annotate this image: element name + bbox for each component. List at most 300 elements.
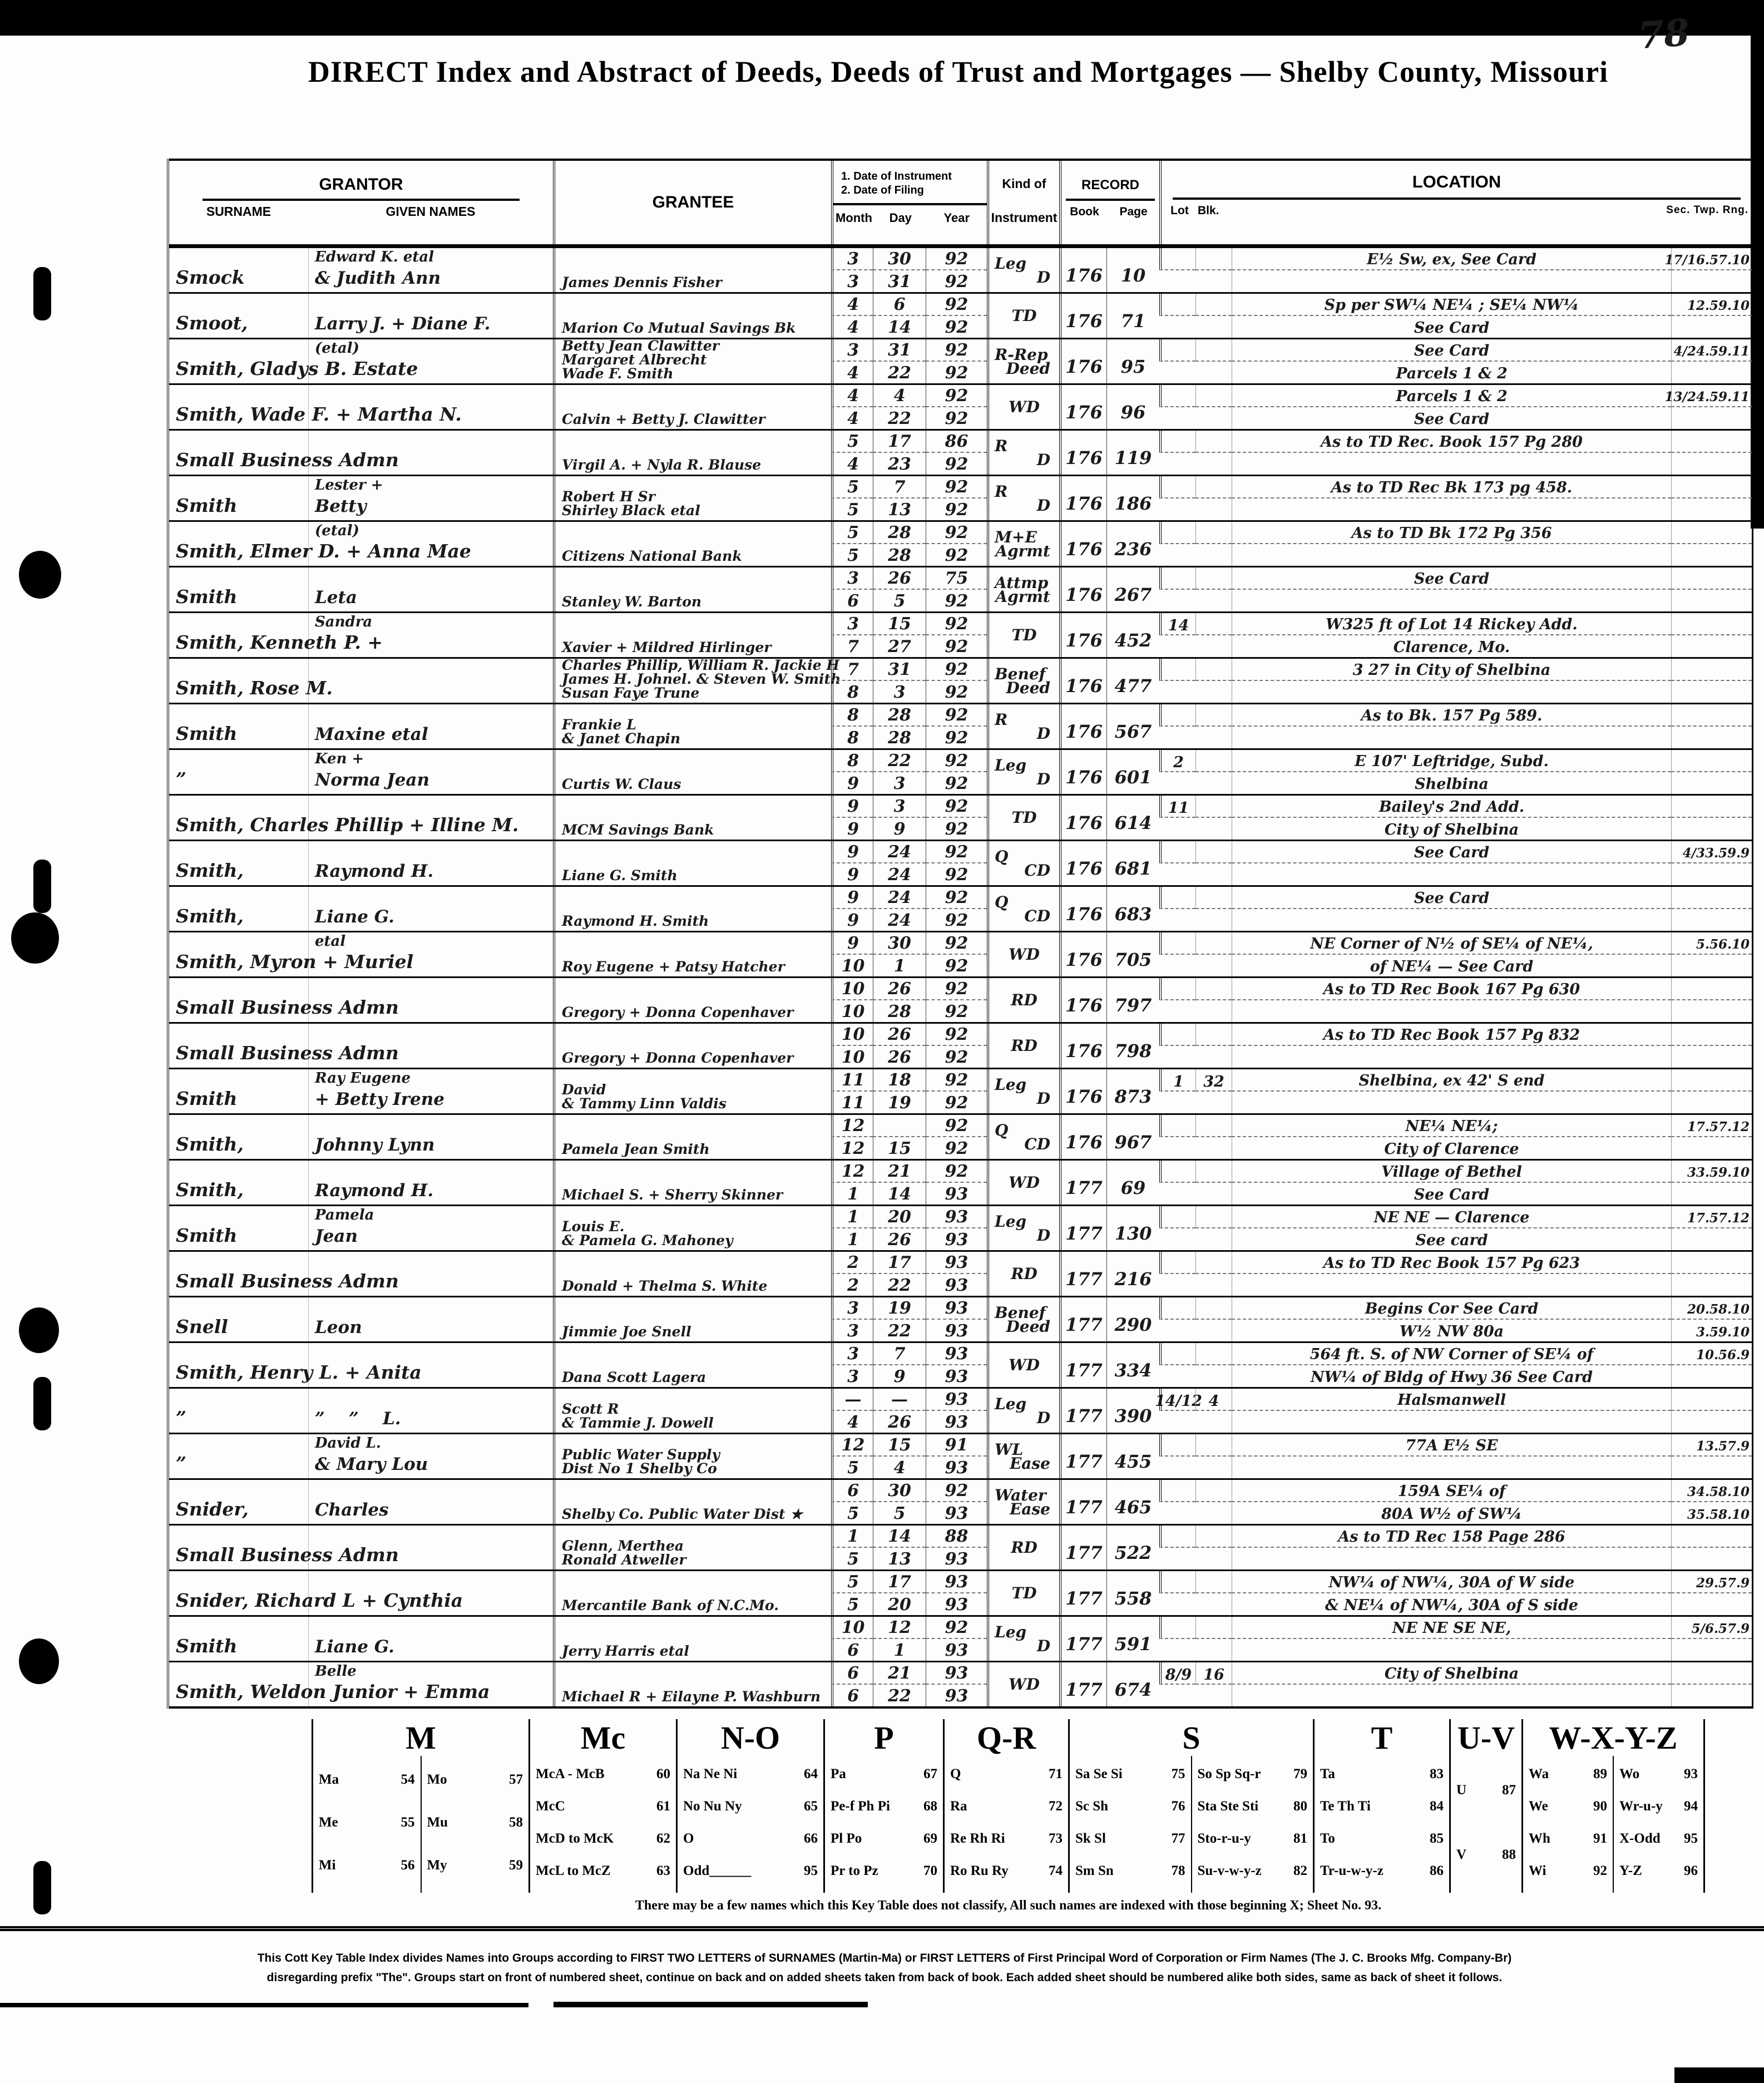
key-entry-sheet-number: 65	[804, 1799, 818, 1814]
location-line: As to TD Rec. Book 157 Pg 280	[1232, 431, 1671, 453]
record-book: 176	[1059, 567, 1106, 611]
key-entry-letters: Na Ne Ni	[683, 1766, 738, 1781]
record-page: 967	[1106, 1115, 1159, 1159]
key-entry	[683, 1766, 818, 1782]
date-instrument-day: 15	[873, 1434, 926, 1457]
date-filing-day: 4	[873, 1457, 926, 1479]
key-entry-letters: We	[1529, 1799, 1548, 1814]
date-instrument-year: 86	[926, 431, 987, 453]
kind-line: TD	[1011, 1584, 1037, 1602]
key-column	[1451, 1756, 1521, 1893]
key-group-q-r	[943, 1719, 1068, 1893]
grantee-line: Shirley Black etal	[562, 502, 700, 519]
kind-of-instrument-cell	[987, 978, 1059, 1022]
key-entry-letters: McC	[536, 1799, 565, 1814]
sec-twp-rng-value	[1671, 567, 1752, 590]
key-entry-sheet-number: 57	[509, 1771, 523, 1787]
grantor-surname: Smith, Henry L. + Anita	[176, 1361, 422, 1383]
date-filing-year: 92	[926, 316, 987, 338]
key-entry-sheet-number: 70	[923, 1863, 937, 1878]
sec-twp-rng-value: 12.59.10	[1671, 294, 1752, 316]
location-line	[1232, 1639, 1671, 1661]
sec-twp-rng-value	[1671, 270, 1752, 293]
sec-twp-rng-value	[1671, 1137, 1752, 1159]
date-filing-year: 93	[926, 1593, 987, 1616]
grantee-line: Frankie L	[562, 717, 636, 733]
kind-line: D	[1036, 1226, 1050, 1245]
record-page: 290	[1106, 1297, 1159, 1341]
date-instrument-month: 12	[831, 1115, 873, 1137]
date-filing-month: 3	[831, 270, 873, 293]
date-of-instrument-note: 1. Date of Instrument	[841, 170, 952, 182]
date-filing-year: 92	[926, 270, 987, 293]
sec-twp-rng-value: 5.56.10	[1671, 932, 1752, 955]
kind-of-instrument-cell	[987, 932, 1059, 976]
date-filing-day: 1	[873, 955, 926, 977]
date-filing-month: 8	[831, 727, 873, 749]
key-entry-letters: McA - McB	[536, 1766, 605, 1781]
grantee-line: Shelby Co. Public Water Dist ★	[562, 1506, 803, 1522]
grantor-surname: Smoot,	[176, 312, 248, 334]
grantor-given-top: (etal)	[315, 340, 359, 357]
date-filing-month: 4	[831, 453, 873, 475]
date-instrument-day: 20	[873, 1206, 926, 1228]
location-line: See Card	[1232, 316, 1671, 338]
record-book: 177	[1059, 1617, 1106, 1661]
kind-line: D	[1036, 724, 1050, 743]
blk-cell	[1195, 1480, 1232, 1502]
record-page: 591	[1106, 1617, 1159, 1661]
date-instrument-day: 30	[873, 248, 926, 270]
record-book: 177	[1059, 1571, 1106, 1615]
grantor-given: Betty	[315, 496, 367, 516]
hole-punch	[33, 1377, 51, 1430]
key-entry-sheet-number: 96	[1684, 1863, 1698, 1878]
location-line	[1232, 498, 1671, 521]
key-entry-sheet-number: 91	[1593, 1831, 1607, 1846]
grantee-line: Dana Scott Lagera	[562, 1369, 706, 1385]
record-book: 177	[1059, 1297, 1106, 1341]
grantor-given-top: Sandra	[315, 614, 373, 630]
record-book: 176	[1059, 750, 1106, 794]
key-group-w-x-y-z	[1521, 1719, 1705, 1893]
key-entry-sheet-number: 63	[656, 1863, 670, 1878]
grantor-given: Larry J. + Diane F.	[315, 314, 491, 334]
kind-line: Leg	[995, 254, 1027, 273]
date-instrument-year: 92	[926, 339, 987, 362]
location-line: Shelbina	[1232, 772, 1671, 794]
date-instrument-day: 28	[873, 522, 926, 544]
grantee-line: Michael S. + Sherry Skinner	[562, 1187, 783, 1203]
date-filing-year: 93	[926, 1183, 987, 1205]
date-instrument-day: 7	[873, 1343, 926, 1365]
grantee-cell	[553, 613, 831, 657]
blk-cell	[1195, 978, 1232, 1000]
lot-cell: 14	[1159, 613, 1195, 635]
key-entry	[1320, 1766, 1444, 1782]
grantor-surname: Smith,	[176, 1179, 244, 1201]
lot-cell	[1159, 1480, 1195, 1502]
lot-cell	[1159, 385, 1195, 407]
record-book: 176	[1059, 294, 1106, 338]
key-entry	[1619, 1863, 1698, 1879]
date-filing-month: 5	[831, 498, 873, 521]
grantee-line: Jerry Harris etal	[562, 1643, 689, 1659]
kind-of-instrument-cell	[987, 1617, 1059, 1661]
key-entry-sheet-number: 75	[1171, 1766, 1185, 1781]
blk-cell	[1195, 1434, 1232, 1457]
date-instrument-month: 3	[831, 248, 873, 270]
day-header: Day	[889, 211, 912, 225]
key-group-s	[1068, 1719, 1313, 1893]
key-entry-sheet-number: 93	[1684, 1766, 1698, 1781]
key-entry	[950, 1831, 1063, 1847]
grantee-cell	[553, 522, 831, 566]
key-entry-sheet-number: 68	[923, 1799, 937, 1814]
key-entry-letters: Ro Ru Ry	[950, 1863, 1009, 1878]
grantee-cell	[553, 1526, 831, 1569]
date-instrument-year: 92	[926, 841, 987, 863]
date-instrument-year: 92	[926, 750, 987, 772]
date-filing-year: 92	[926, 772, 987, 794]
grantor-given: Maxine etal	[315, 724, 428, 744]
location-line: 3 27 in City of Shelbina	[1232, 659, 1671, 681]
date-filing-day: 22	[873, 407, 926, 430]
key-entry	[950, 1766, 1063, 1782]
sec-twp-rng-value: 35.58.10	[1671, 1502, 1752, 1524]
location-line: Village of Bethel	[1232, 1161, 1671, 1183]
kind-of-instrument-cell	[987, 1069, 1059, 1113]
key-entry	[1075, 1799, 1185, 1814]
date-instrument-year: 93	[926, 1206, 987, 1228]
kind-of-instrument-cell	[987, 1389, 1059, 1433]
grantee-line: Betty Jean Clawitter	[562, 338, 719, 354]
grantee-cell	[553, 1024, 831, 1068]
grantee-line: Gregory + Donna Copenhaver	[562, 1004, 794, 1020]
table-row	[169, 840, 1752, 885]
sec-twp-rng-value: 13/24.59.11	[1671, 385, 1752, 407]
record-page: 95	[1106, 339, 1159, 383]
key-entry-letters: Te Th Ti	[1320, 1799, 1371, 1814]
key-entry-letters: Wi	[1529, 1863, 1546, 1878]
grantor-given: Jean	[315, 1226, 358, 1246]
table-row	[169, 748, 1752, 794]
grantee-line: Public Water Supply	[562, 1447, 720, 1463]
kind-of-instrument-cell	[987, 841, 1059, 885]
date-instrument-day	[873, 1115, 926, 1137]
key-entry-sheet-number: 64	[804, 1766, 818, 1781]
record-page: 452	[1106, 613, 1159, 657]
location-line: As to TD Bk 172 Pg 356	[1232, 522, 1671, 544]
date-filing-day: 28	[873, 727, 926, 749]
grantor-cell	[169, 1389, 553, 1433]
table-row	[169, 1205, 1752, 1250]
key-entry	[1529, 1766, 1607, 1782]
date-filing-year: 92	[926, 544, 987, 566]
location-line	[1232, 544, 1671, 566]
table-row	[169, 976, 1752, 1022]
kind-line: CD	[1024, 1134, 1050, 1153]
grantee-line: Ronald Atweller	[562, 1552, 686, 1568]
grantee-line: Marion Co Mutual Savings Bk	[562, 320, 796, 336]
key-entry	[536, 1766, 670, 1782]
kind-line: R	[995, 482, 1008, 501]
sec-twp-rng-value: 17/16.57.10	[1671, 248, 1752, 270]
sec-twp-rng-value	[1671, 1662, 1752, 1685]
date-filing-day: 19	[873, 1092, 926, 1114]
sec-twp-rng-value	[1671, 1046, 1752, 1068]
location-header: LOCATION	[1173, 172, 1741, 200]
hole-punch	[11, 912, 59, 964]
record-page: 873	[1106, 1069, 1159, 1113]
key-column	[1523, 1756, 1613, 1893]
kind-line: Attmp	[995, 573, 1049, 592]
date-instrument-month: —	[831, 1389, 873, 1411]
key-entry-letters: Sta Ste Sti	[1197, 1799, 1259, 1814]
location-line: City of Shelbina	[1232, 818, 1671, 840]
grantee-cell	[553, 1252, 831, 1296]
grantee-cell	[553, 1115, 831, 1159]
location-line: Halsmanwell	[1232, 1389, 1671, 1411]
date-instrument-year: 93	[926, 1571, 987, 1593]
scan-artifact-bottom-right	[1674, 2067, 1764, 2083]
grantor-surname: Smith, Gladys B. Estate	[176, 358, 418, 379]
date-filing-month: 4	[831, 362, 873, 384]
sec-twp-rng-value: 34.58.10	[1671, 1480, 1752, 1502]
kind-of-instrument-header: Kind of	[1002, 176, 1046, 191]
key-column	[825, 1756, 943, 1893]
date-filing-month: 7	[831, 635, 873, 658]
record-book: 176	[1059, 522, 1106, 566]
date-filing-year: 92	[926, 1092, 987, 1114]
key-entry-letters: No Nu Ny	[683, 1799, 742, 1814]
date-filing-day: 1	[873, 1639, 926, 1661]
grantor-surname: ”	[176, 1407, 186, 1429]
date-instrument-year: 75	[926, 567, 987, 590]
location-line: Begins Cor See Card	[1232, 1297, 1671, 1320]
table-body	[169, 246, 1752, 1706]
date-filing-day: 5	[873, 1502, 926, 1524]
date-instrument-year: 92	[926, 887, 987, 909]
table-row	[169, 1661, 1752, 1706]
date-filing-month: 6	[831, 1685, 873, 1707]
key-entry-letters: Wr-u-y	[1619, 1799, 1663, 1814]
location-line	[1232, 1411, 1671, 1433]
date-instrument-month: 10	[831, 1617, 873, 1639]
date-instrument-day: 26	[873, 978, 926, 1000]
date-filing-year: 92	[926, 407, 987, 430]
kind-line: WD	[1009, 945, 1040, 964]
lot-cell	[1159, 294, 1195, 316]
record-page: 236	[1106, 522, 1159, 566]
grantee-line: James H. Johnel. & Steven W. Smith	[562, 671, 841, 687]
date-instrument-year: 92	[926, 385, 987, 407]
date-instrument-year: 92	[926, 248, 987, 270]
lot-cell	[1159, 1115, 1195, 1137]
grantor-cell	[169, 1526, 553, 1569]
sec-twp-rng-value	[1671, 1000, 1752, 1023]
kind-line: D	[1036, 268, 1050, 287]
page-header: Page	[1119, 205, 1148, 218]
key-entry-sheet-number: 80	[1293, 1799, 1307, 1814]
location-line: As to TD Rec Book 157 Pg 623	[1232, 1252, 1671, 1274]
location-line: As to TD Rec 158 Page 286	[1232, 1526, 1671, 1548]
key-entry-sheet-number: 86	[1430, 1863, 1444, 1878]
date-instrument-month: 6	[831, 1662, 873, 1685]
key-entry-letters: U	[1456, 1783, 1467, 1798]
date-instrument-month: 12	[831, 1161, 873, 1183]
grantee-line: Louis E.	[562, 1218, 625, 1235]
key-entry	[1198, 1766, 1308, 1782]
blk-cell	[1195, 750, 1232, 772]
grantee-cell	[553, 1297, 831, 1341]
record-book: 176	[1059, 431, 1106, 475]
record-book: 177	[1059, 1434, 1106, 1478]
table-row	[169, 1159, 1752, 1205]
date-instrument-month: 9	[831, 841, 873, 863]
blk-cell	[1195, 1571, 1232, 1593]
record-page: 267	[1106, 567, 1159, 611]
sec-twp-rng-value	[1671, 1411, 1752, 1433]
kind-line: Leg	[995, 1075, 1027, 1094]
location-line: City of Clarence	[1232, 1137, 1671, 1159]
kind-line: TD	[1011, 307, 1037, 325]
grantee-line: Raymond H. Smith	[562, 913, 709, 929]
location-line: Shelbina, ex 42' S end	[1232, 1069, 1671, 1092]
date-filing-day: 15	[873, 1137, 926, 1159]
location-line	[1232, 453, 1671, 475]
date-filing-day: 26	[873, 1228, 926, 1251]
key-group-p	[823, 1719, 943, 1893]
location-line: NW¼ of Bldg of Hwy 36 See Card	[1232, 1365, 1671, 1388]
blk-cell	[1195, 932, 1232, 955]
grantee-line: Mercantile Bank of N.C.Mo.	[562, 1597, 779, 1613]
key-column	[1613, 1756, 1703, 1893]
lot-cell: 14/12	[1159, 1389, 1195, 1411]
hole-punch	[19, 1638, 59, 1684]
date-filing-day: 31	[873, 270, 926, 293]
grantor-cell	[169, 1024, 553, 1068]
sec-twp-rng-value	[1671, 431, 1752, 453]
key-entry	[319, 1772, 415, 1788]
table-row	[169, 475, 1752, 520]
date-filing-year: 92	[926, 362, 987, 384]
record-book: 176	[1059, 796, 1106, 840]
key-entry-letters: Re Rh Ri	[950, 1831, 1005, 1846]
date-filing-day: 26	[873, 1411, 926, 1433]
kind-line: Benef	[995, 664, 1046, 683]
sec-twp-rng-value: 3.59.10	[1671, 1320, 1752, 1342]
grantor-given: ” ” L.	[315, 1409, 401, 1429]
kind-of-instrument-cell	[987, 1480, 1059, 1524]
grantee-line: Robert H Sr	[562, 488, 655, 505]
record-book: 177	[1059, 1526, 1106, 1569]
kind-of-instrument-cell	[987, 1161, 1059, 1205]
record-page: 614	[1106, 796, 1159, 840]
key-entry-letters: Mu	[427, 1814, 448, 1830]
date-filing-day: 14	[873, 1183, 926, 1205]
date-instrument-day: 17	[873, 1571, 926, 1593]
grantor-given: & Mary Lou	[315, 1454, 428, 1474]
record-book: 177	[1059, 1480, 1106, 1524]
kind-line: Ease	[1009, 1454, 1050, 1473]
grantor-surname: Smith	[176, 1225, 238, 1246]
sec-twp-rng-value: 20.58.10	[1671, 1297, 1752, 1320]
key-entry-letters: X-Odd	[1619, 1831, 1661, 1846]
location-line: As to TD Rec Book 157 Pg 832	[1232, 1024, 1671, 1046]
blk-cell	[1195, 294, 1232, 316]
location-line: 564 ft. S. of NW Corner of SE¼ of	[1232, 1343, 1671, 1365]
grantor-cell	[169, 932, 553, 976]
blk-cell: 16	[1195, 1662, 1232, 1685]
lot-cell	[1159, 1571, 1195, 1593]
key-entry-sheet-number: 78	[1171, 1863, 1185, 1878]
location-line: See card	[1232, 1228, 1671, 1251]
key-entry-sheet-number: 95	[804, 1863, 818, 1878]
grantor-surname: Smith, Myron + Muriel	[176, 951, 414, 973]
grantee-cell	[553, 431, 831, 475]
location-line: Bailey's 2nd Add.	[1232, 796, 1671, 818]
key-entry-sheet-number: 69	[923, 1831, 937, 1846]
grantee-line: Susan Faye Trune	[562, 685, 700, 701]
date-instrument-year: 91	[926, 1434, 987, 1457]
hole-punch	[33, 860, 51, 913]
grantee-cell	[553, 476, 831, 520]
grantor-surname: Smith,	[176, 1133, 244, 1155]
kind-of-instrument-cell	[987, 704, 1059, 748]
lot-cell: 11	[1159, 796, 1195, 818]
table-row	[169, 657, 1752, 703]
table-row	[169, 1433, 1752, 1478]
key-entry-sheet-number: 54	[401, 1771, 415, 1787]
date-filing-year: 93	[926, 1411, 987, 1433]
kind-of-instrument-cell	[987, 1662, 1059, 1706]
grantor-cell	[169, 613, 553, 657]
kind-line: WD	[1009, 1675, 1040, 1694]
sec-twp-rng-value: 4/33.59.9	[1671, 841, 1752, 863]
date-filing-year: 93	[926, 1274, 987, 1296]
key-entry-sheet-number: 89	[1593, 1766, 1607, 1781]
key-entry-letters: McD to McK	[536, 1831, 614, 1846]
key-column	[945, 1756, 1068, 1893]
grantor-cell	[169, 1343, 553, 1387]
grantee-cell	[553, 1389, 831, 1433]
date-filing-year: 92	[926, 1046, 987, 1068]
date-filing-year: 93	[926, 1502, 987, 1524]
key-entry	[427, 1772, 523, 1788]
record-book: 176	[1059, 887, 1106, 931]
grantor-cell	[169, 704, 553, 748]
sec-twp-rng-value	[1671, 1024, 1752, 1046]
date-instrument-day: 31	[873, 659, 926, 681]
table-row	[169, 1478, 1752, 1524]
blk-cell	[1195, 1115, 1232, 1137]
date-filing-day: 22	[873, 362, 926, 384]
location-line: & NE¼ of NW¼, 30A of S side	[1232, 1593, 1671, 1616]
grantor-given-top: Ray Eugene	[315, 1070, 411, 1087]
key-group-header: W-X-Y-Z	[1549, 1720, 1678, 1756]
grantee-cell	[553, 887, 831, 931]
sec-twp-rng-value	[1671, 613, 1752, 635]
key-entry	[1529, 1863, 1607, 1879]
grantor-cell	[169, 1115, 553, 1159]
grantee-cell	[553, 339, 831, 383]
grantor-given-top: Ken +	[315, 751, 364, 767]
blk-cell: 4	[1195, 1389, 1232, 1411]
date-filing-year: 92	[926, 635, 987, 658]
record-book: 177	[1059, 1389, 1106, 1433]
table-row	[169, 1387, 1752, 1433]
